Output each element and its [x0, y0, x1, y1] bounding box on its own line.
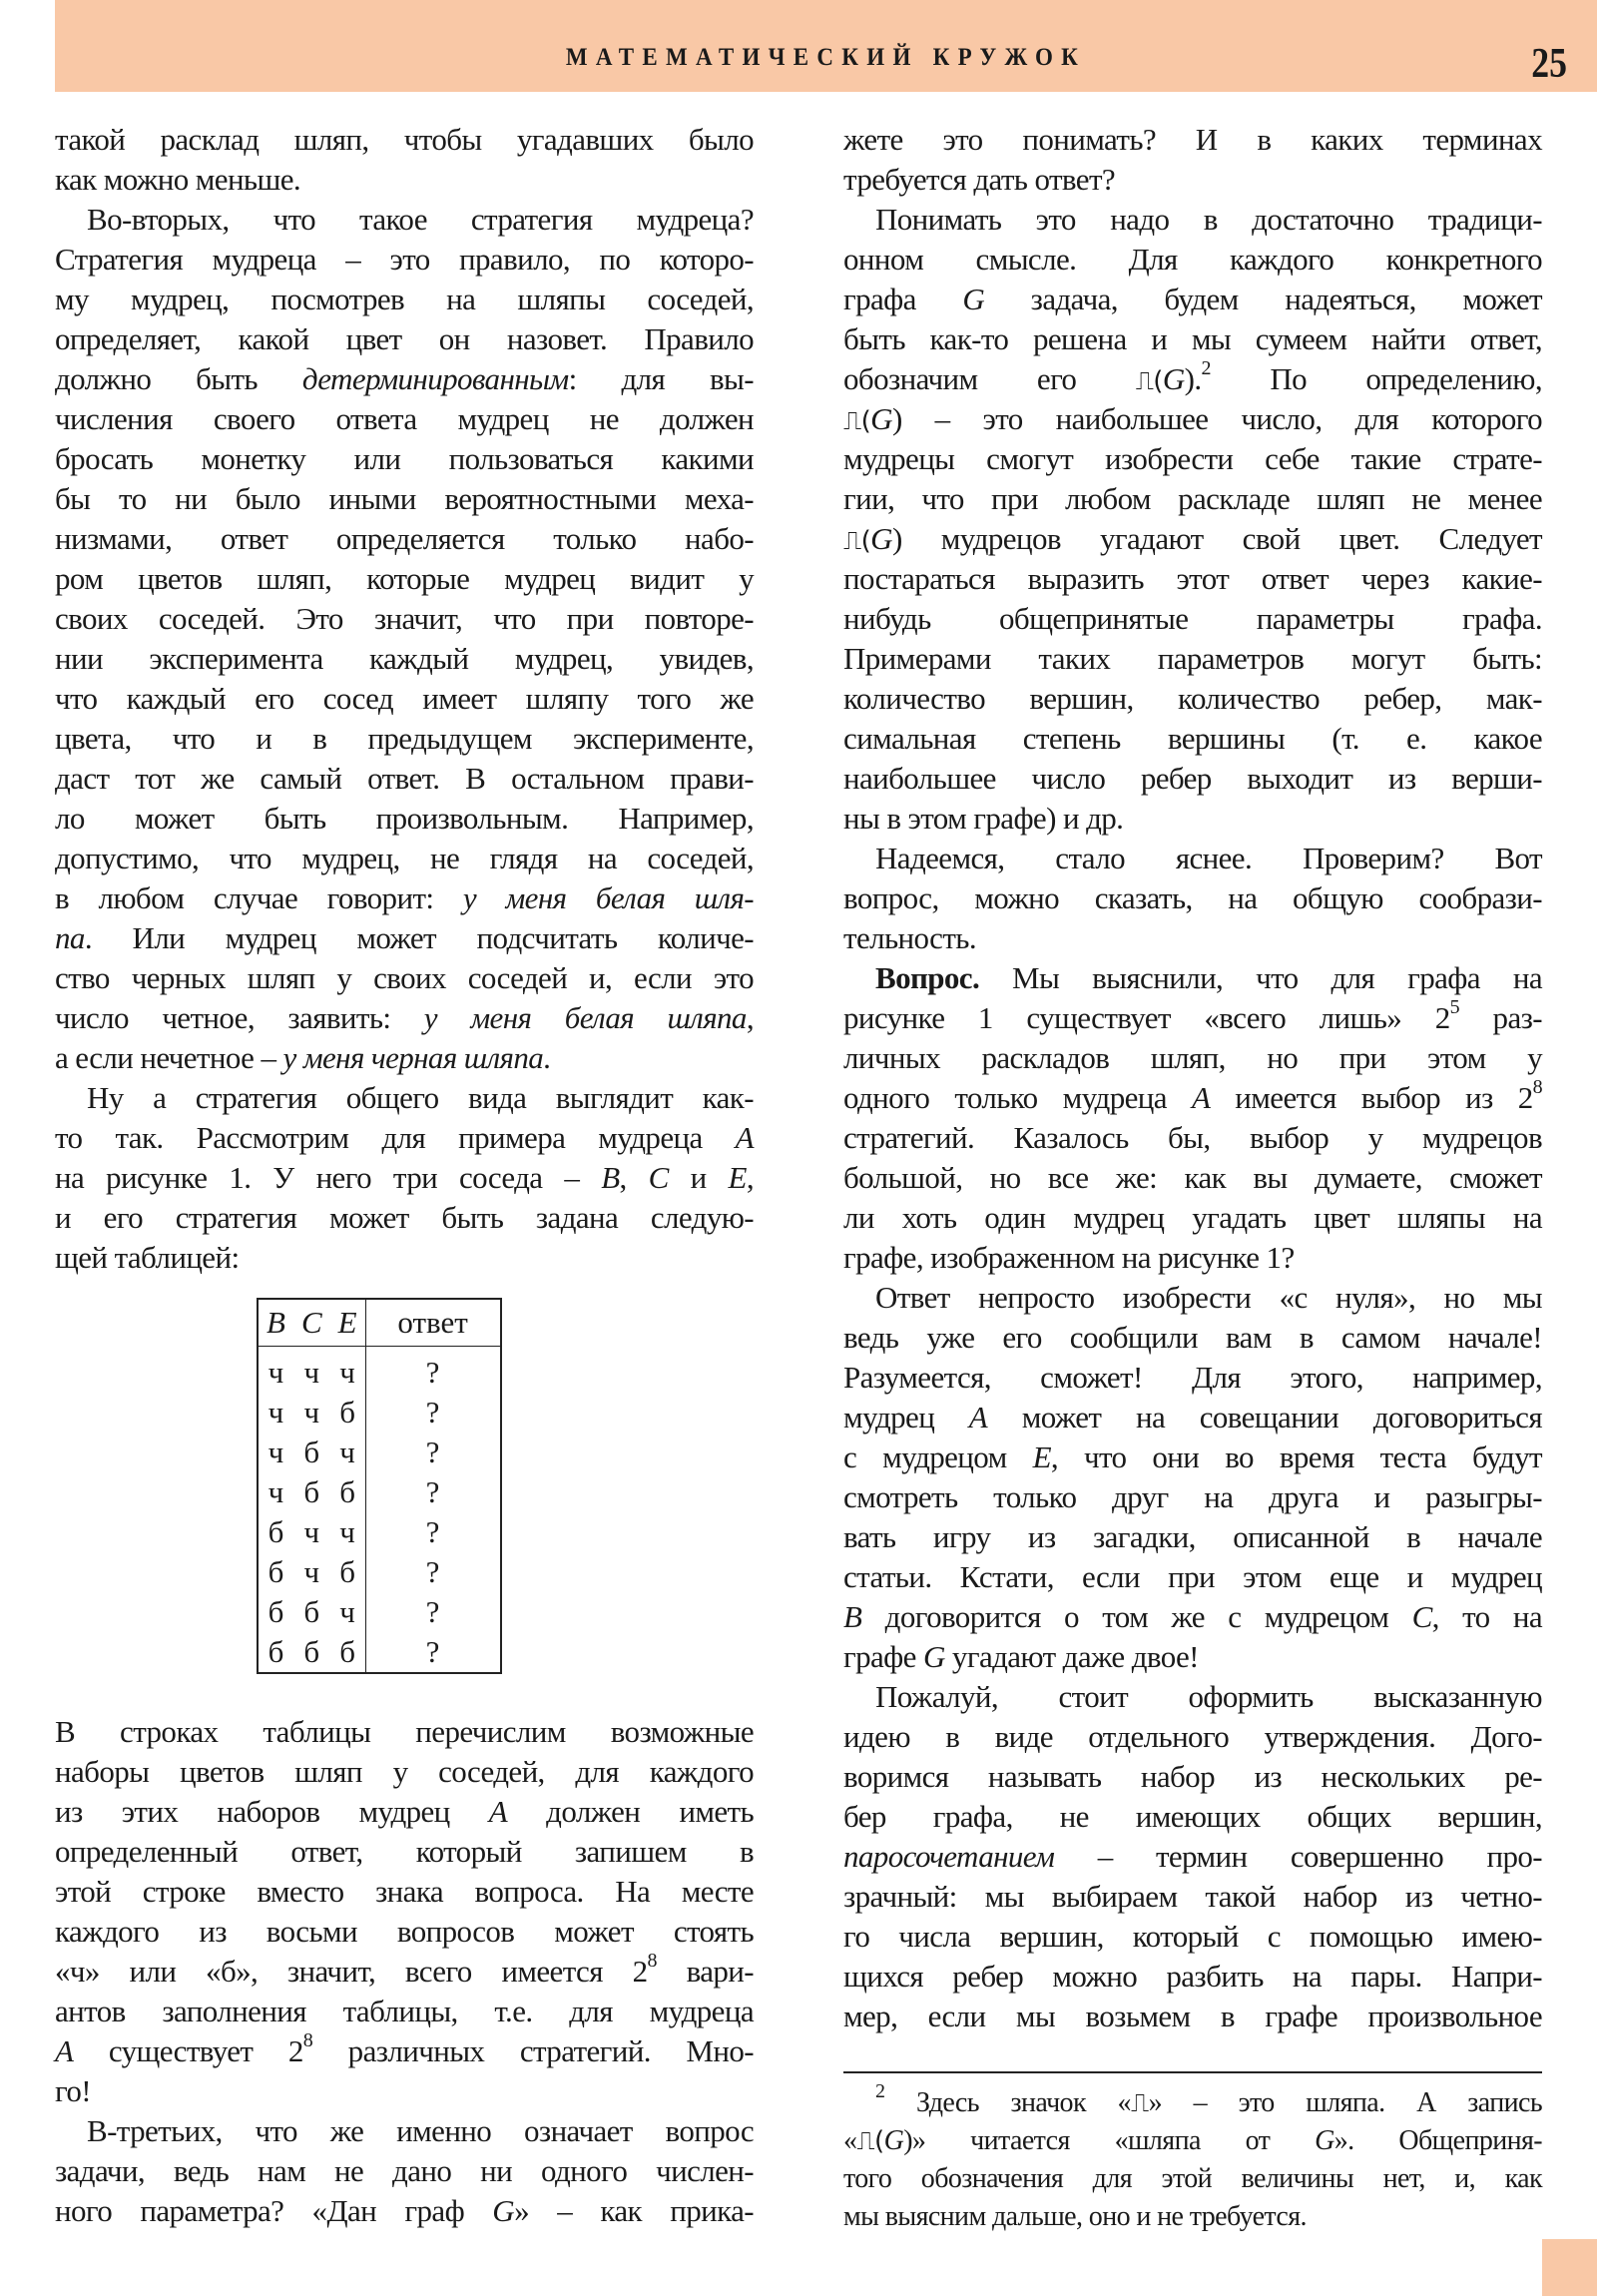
text-line: [843, 1637, 1542, 1677]
text-line: воримся называть набор из нескольких ре-: [843, 1759, 1542, 1794]
quote-italic: у меня черная шляпа: [282, 1040, 544, 1075]
text-line: [843, 995, 1542, 1038]
text-run: ).: [1184, 361, 1202, 396]
table-row: [258, 1592, 501, 1632]
question-label: Вопрос.: [875, 960, 980, 995]
hat-icon: ⎍(: [843, 406, 871, 436]
text-line: идею в виде отдельного утверждения. Дого-: [843, 1719, 1542, 1754]
text-line: задачи, ведь нам не дано ни одного числен-: [55, 2153, 754, 2188]
var-G: G: [870, 521, 892, 556]
text-line: [55, 1158, 754, 1198]
text-run: ,: [619, 1160, 649, 1195]
text-line: В-третьих, что же именно означает вопрос: [87, 2113, 754, 2148]
table-cell: б: [339, 1474, 355, 1509]
text-line: тельность.: [843, 920, 976, 955]
text-line: [843, 1075, 1542, 1118]
text-run: рисунке 1 существует «всего лишь» 2: [843, 1000, 1450, 1035]
hat-icon: ⎍(: [1135, 366, 1163, 396]
text-run: различных стратегий. Мно-: [312, 2033, 754, 2068]
text-line: Надеемся, стало яснее. Проверим? Вот: [875, 841, 1542, 875]
text-line: мудрецы смогут изобрести себе такие страте-: [843, 441, 1542, 476]
emphasis-term: детерминированным: [301, 361, 569, 396]
text-run: а если нечетное –: [55, 1040, 283, 1075]
var-A: A: [735, 1120, 754, 1155]
text-line: му мудрец, посмотрев на шляпы соседей,: [55, 282, 754, 316]
table-cell: ч: [303, 1514, 320, 1549]
hat-icon: ⎍(: [843, 526, 871, 556]
text-line: [843, 1398, 1542, 1437]
text-line: что каждый его сосед имеет шляпу того же: [55, 681, 754, 716]
text-line: того обозначения для этой величины нет, и, как: [843, 2163, 1542, 2194]
table-cell: б: [267, 1554, 284, 1589]
text-line: антов заполнения таблицы, т.е. для мудреца: [55, 1994, 754, 2028]
text-line: графе, изображенном на рисунке 1?: [843, 1240, 1295, 1275]
table-row: [258, 1472, 501, 1512]
table-row: [258, 1347, 501, 1394]
var-C: C: [648, 1160, 669, 1195]
table-cell: ч: [303, 1554, 320, 1589]
text-line: [843, 1597, 1542, 1637]
text-line: В строках таблицы перечислим возможные: [55, 1714, 754, 1749]
quote-italic: па: [55, 920, 85, 955]
var-B: B: [843, 1599, 862, 1634]
var-C: C: [1411, 1599, 1432, 1634]
table-row: [258, 1552, 501, 1592]
answer-cell: ?: [365, 1592, 501, 1632]
journal-section-title: МАТЕМАТИЧЕСКИЙ КРУЖОК: [565, 44, 1087, 71]
table-cell: б: [267, 1514, 284, 1549]
text-line: нии эксперимента каждый мудрец, увидев,: [55, 641, 754, 676]
text-run: угадают даже двое!: [944, 1639, 1199, 1674]
answer-cell: ?: [365, 1512, 501, 1552]
text-run: должно быть: [55, 361, 302, 396]
text-run: .: [543, 1040, 551, 1075]
text-line: и его стратегия может быть задана следую-: [55, 1200, 754, 1235]
text-run: : для вы-: [568, 361, 754, 396]
text-line: [843, 280, 1542, 319]
answer-cell: ?: [365, 1472, 501, 1512]
text-line: симальная степень вершины (т. е. какое: [843, 721, 1542, 756]
text-line: [55, 878, 754, 918]
column-header-c: C: [293, 1299, 330, 1347]
table-cell: б: [339, 1634, 355, 1669]
text-line: мы выясним дальше, оно и не требуется.: [843, 2201, 1307, 2232]
text-run: должен иметь: [507, 1794, 754, 1829]
text-run: » – это шляпа. А запись: [1148, 2087, 1542, 2118]
text-line: го!: [55, 2073, 91, 2108]
text-line: вопрос, можно сказать, на общую сообрази-: [843, 880, 1542, 915]
text-line: [55, 1038, 754, 1078]
text-line: [843, 2079, 1542, 2122]
text-line: гии, что при любом раскладе шляп не менее: [843, 481, 1542, 516]
table-cell: б: [339, 1554, 355, 1589]
text-run: . Или мудрец может подсчитать количе-: [84, 920, 754, 955]
text-line: быть как-то решена и мы сумеем найти ответ,: [843, 321, 1542, 356]
left-column: [55, 120, 754, 1278]
text-line: [843, 1437, 1542, 1477]
text-line: мер, если мы возьмем в графе произвольное: [843, 1999, 1542, 2033]
text-line: ло может быть произвольным. Например,: [55, 801, 754, 836]
text-line: Примерами таких параметров могут быть:: [843, 641, 1542, 676]
answer-cell: ?: [365, 1393, 501, 1433]
table-cell: ч: [267, 1355, 284, 1390]
text-line: ство черных шляп у своих соседей и, если это: [55, 960, 754, 995]
text-run: «ч» или «б», значит, всего имеется 2: [55, 1954, 648, 1989]
text-line: такой расклад шляп, чтобы угадавших было: [55, 122, 754, 157]
text-line: Стратегия мудреца – это правило, по которо-: [55, 242, 754, 277]
text-line: нибудь общепринятые параметры графа.: [843, 601, 1542, 636]
table-cell: ч: [267, 1474, 284, 1509]
text-run: ,: [746, 1160, 754, 1195]
text-run: вари-: [656, 1954, 754, 1989]
var-E: E: [728, 1160, 747, 1195]
var-B: B: [601, 1160, 620, 1195]
text-run: «: [843, 2125, 857, 2156]
table-cell: б: [267, 1634, 284, 1669]
footnote-number: 2: [875, 2079, 885, 2102]
exponent: 8: [1532, 1075, 1542, 1098]
var-G: G: [1162, 361, 1185, 396]
table-cell: б: [303, 1474, 320, 1509]
text-line: вать игру из загадки, описанной в начале: [843, 1519, 1542, 1554]
text-line: зрачный: мы выбираем такой набор из четно-: [843, 1879, 1542, 1914]
text-line: этой строке вместо знака вопроса. На месте: [55, 1874, 754, 1909]
table-cell: ч: [339, 1594, 355, 1629]
table-cell: ч: [267, 1435, 284, 1469]
text-line: ром цветов шляп, которые мудрец видит у: [55, 561, 754, 596]
strategy-table: [257, 1298, 502, 1674]
answer-cell: ?: [365, 1632, 501, 1673]
answer-cell: ?: [365, 1433, 501, 1472]
text-line: бер графа, не имеющих общих вершин,: [843, 1799, 1542, 1834]
page-number: 25: [1531, 41, 1567, 87]
text-line: наибольшее число ребер выходит из верши-: [843, 761, 1542, 796]
table-cell: ч: [303, 1395, 320, 1430]
strategy-table-wrapper: [257, 1298, 502, 1674]
text-line: статьи. Кстати, если при этом еще и мудрец: [843, 1559, 1542, 1594]
text-line: стратегий. Казалось бы, выбор у мудрецов: [843, 1120, 1542, 1155]
text-line: допустимо, что мудрец, не глядя на соседей,: [55, 841, 754, 875]
text-line: бы то ни было иными вероятностными меха-: [55, 481, 754, 516]
text-line: [843, 958, 1542, 998]
text-run: обозначим его: [843, 361, 1136, 396]
var-A: A: [488, 1794, 508, 1829]
text-line: [843, 1837, 1542, 1877]
answer-cell: ?: [365, 1347, 501, 1394]
text-line: Ну а стратегия общего вида выглядит как-: [87, 1080, 754, 1115]
text-line: большой, но все же: как вы думаете, сможет: [843, 1160, 1542, 1195]
text-run: в любом случае говорит:: [55, 880, 463, 915]
text-line: [55, 1118, 754, 1158]
table-row: [258, 1632, 501, 1673]
text-run: мудрец: [843, 1400, 969, 1435]
text-run: ,: [746, 1000, 754, 1035]
text-line: низмами, ответ определяется только набо-: [55, 521, 754, 556]
text-line: ведь уже его сообщили вам в самом начале!: [843, 1320, 1542, 1355]
text-line: щей таблицей:: [55, 1240, 240, 1275]
var-G: G: [1315, 2125, 1334, 2156]
table-cell: б: [339, 1395, 355, 1430]
header-band: [55, 0, 1597, 92]
table-cell: ч: [339, 1435, 355, 1469]
text-line: ны в этом графе) и др.: [843, 801, 1124, 836]
text-line: онном смысле. Для каждого конкретного: [843, 242, 1542, 277]
text-line: требуется дать ответ?: [843, 162, 1116, 197]
text-line: [55, 1792, 754, 1832]
text-run: одного только мудреца: [843, 1080, 1192, 1115]
text-line: каждого из восьми вопросов может стоять: [55, 1914, 754, 1949]
var-G: G: [883, 2125, 904, 2156]
var-A: A: [968, 1400, 988, 1435]
hat-icon: ⎍(: [856, 2126, 884, 2156]
quote-italic: у меня белая шляпа: [423, 1000, 747, 1035]
exponent: 8: [647, 1949, 657, 1972]
var-A: A: [1191, 1080, 1211, 1115]
text-line: личных раскладов шляп, но при этом у: [843, 1040, 1542, 1075]
exponent: 8: [302, 2028, 313, 2051]
text-line: жете это понимать? И в каких терминах: [843, 122, 1542, 157]
text-line: как можно меньше.: [55, 162, 301, 197]
text-line: [55, 2028, 754, 2071]
text-run: с мудрецом: [843, 1439, 1033, 1474]
table-cell: ч: [267, 1395, 284, 1430]
text-run: , то на: [1431, 1599, 1542, 1634]
table-cell: ч: [303, 1355, 320, 1390]
text-line: Разумеется, сможет! Для этого, например,: [843, 1360, 1542, 1395]
text-line: щихся ребер можно разбить на пары. Напри-: [843, 1959, 1542, 1994]
text-line: Во-вторых, что такое стратегия мудреца?: [87, 202, 754, 237]
text-run: может на совещании договориться: [987, 1400, 1542, 1435]
text-run: имеется выбор из 2: [1210, 1080, 1533, 1115]
text-run: ». Общеприня-: [1333, 2125, 1543, 2156]
hat-icon: ⎍: [1130, 2088, 1149, 2118]
text-run: существует 2: [73, 2033, 303, 2068]
text-line: определенный ответ, который запишем в: [55, 1834, 754, 1869]
text-line: [843, 356, 1542, 399]
text-run: число четное, заявить:: [55, 1000, 424, 1035]
var-A: A: [55, 2033, 74, 2068]
table-cell: б: [303, 1634, 320, 1669]
left-column-continued: [55, 1712, 754, 2231]
table-cell: б: [303, 1435, 320, 1469]
text-line: определяет, какой цвет он назовет. Правило: [55, 321, 754, 356]
text-line: [55, 359, 754, 399]
table-header-row: [258, 1299, 501, 1347]
table-row: [258, 1512, 501, 1552]
text-run: ) мудрецов угадают свой цвет. Следует: [891, 521, 1542, 556]
table-cell: б: [267, 1594, 284, 1629]
text-run: задача, будем надеяться, может: [984, 282, 1542, 316]
footnote: [843, 2079, 1543, 2236]
table-row: [258, 1433, 501, 1472]
var-G: G: [922, 1639, 945, 1674]
text-run: )» читается «шляпа от: [903, 2125, 1316, 2156]
column-header-b: B: [258, 1299, 293, 1347]
answer-cell: ?: [365, 1552, 501, 1592]
text-line: наборы цветов шляп у соседей, для каждого: [55, 1754, 754, 1789]
text-line: постараться выразить этот ответ через какие-: [843, 561, 1542, 596]
text-line: [55, 1949, 754, 1992]
table-cell: б: [303, 1594, 320, 1629]
text-run: Здесь значок «: [884, 2087, 1131, 2118]
text-run: По определению,: [1210, 361, 1542, 396]
text-run: раз-: [1459, 1000, 1542, 1035]
table-cell: ч: [339, 1514, 355, 1549]
text-line: ли хоть один мудрец угадать цвет шляпы на: [843, 1200, 1542, 1235]
text-run: графа: [843, 282, 963, 316]
text-run: – термин совершенно про-: [1054, 1839, 1542, 1874]
text-run: ) – это наибольшее число, для которого: [891, 401, 1542, 436]
text-run: ного параметра? «Дан граф: [55, 2193, 493, 2228]
text-run: договорится о том же с мудрецом: [861, 1599, 1412, 1634]
text-line: [843, 399, 1542, 439]
text-run: на рисунке 1. У него три соседа –: [55, 1160, 602, 1195]
text-line: [843, 519, 1542, 559]
text-line: [55, 998, 754, 1038]
page-corner-tab: [1542, 2239, 1597, 2296]
text-line: Понимать это надо в достаточно традици-: [875, 202, 1542, 237]
text-run: из этих наборов мудрец: [55, 1794, 489, 1829]
var-G: G: [492, 2193, 515, 2228]
text-run: , что они во время теста будут: [1050, 1439, 1542, 1474]
text-line: даст тот же самый ответ. В остальном прави-: [55, 761, 754, 796]
text-line: смотреть только друг на друга и разыгры-: [843, 1479, 1542, 1514]
text-line: [843, 2122, 1542, 2160]
text-line: Пожалуй, стоит оформить высказанную: [875, 1679, 1542, 1714]
text-run: » – как прика-: [514, 2193, 754, 2228]
text-line: своих соседей. Это значит, что при повторе-: [55, 601, 754, 636]
column-header-e: E: [330, 1299, 365, 1347]
text-line: Ответ непросто изобрести «с нуля», но мы: [875, 1280, 1542, 1315]
text-run: и: [668, 1160, 729, 1195]
right-column: [843, 120, 1542, 2036]
footnote-ref[interactable]: 2: [1201, 356, 1211, 379]
text-run: Мы выяснили, что для графа на: [979, 960, 1542, 995]
quote-italic: у меня белая шля-: [462, 880, 754, 915]
text-line: [55, 2191, 754, 2231]
var-G: G: [962, 282, 985, 316]
text-line: го числа вершин, который с помощью имею-: [843, 1919, 1542, 1954]
text-line: количество вершин, количество ребер, мак-: [843, 681, 1542, 716]
exponent: 5: [1449, 995, 1460, 1018]
text-line: цвета, что и в предыдущем эксперименте,: [55, 721, 754, 756]
text-run: то так. Рассмотрим для примера мудреца: [55, 1120, 736, 1155]
table-row: [258, 1393, 501, 1433]
emphasis-term: паросочетанием: [843, 1839, 1055, 1874]
text-line: числения своего ответа мудрец не должен: [55, 401, 754, 436]
text-line: бросать монетку или пользоваться какими: [55, 441, 754, 476]
text-run: графе: [843, 1639, 923, 1674]
var-G: G: [870, 401, 892, 436]
column-header-answer: ответ: [365, 1299, 501, 1347]
table-cell: ч: [339, 1355, 355, 1390]
text-line: [55, 918, 754, 958]
var-E: E: [1032, 1439, 1051, 1474]
footnote-divider: [843, 2071, 1542, 2073]
